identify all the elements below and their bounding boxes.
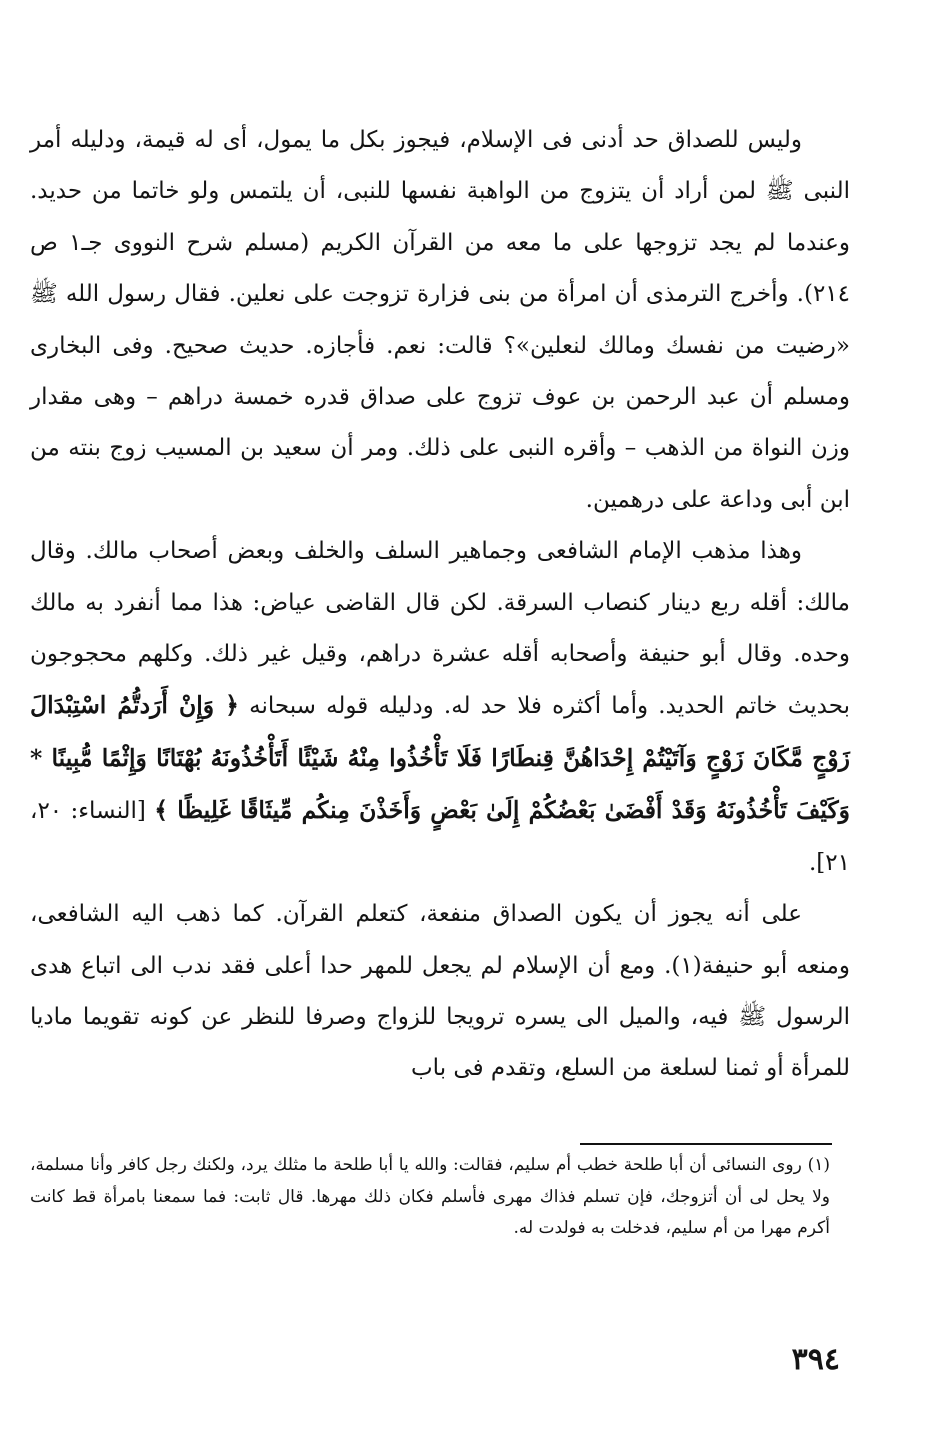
paragraph-2-text: وهذا مذهب الإمام الشافعى وجماهير السلف والخلف وبعض أصحاب مالك. وقال مالك: أقله ربع دينار كنصاب السرقة. لكن قال القاضى عياض: هذا مما أنفرد به مالك وحده. وقال أبو حنيفة وأصحابه أقله عشرة دراهم، وقيل غير ذلك. وكلهم محجوجون بحديث خاتم الحديد. وأما أكثره فلا حد له. ودليله قوله سبحانه — [30, 538, 851, 720]
verse-reference: [النساء: ٢٠، ٢١]. — [30, 798, 850, 876]
footnote: (١) روى النسائى أن أبا طلحة خطب أم سليم، فقالت: والله يا أبا طلحة ما مثلك يرد، ولكنك رجل كافر وأنا مسلمة، ولا يحل لى أن أتزوجك، فإن تسلم فذاك مهرى فأسلم فكان ذلك مهرها. قال ثابت: فما سمعنا بامرأة قط كانت أكرم مهرا من أم سليم، فدخلت به فولدت له. — [30, 1155, 830, 1238]
paragraph-3: على أنه يجوز أن يكون الصداق منفعة، كتعلم القرآن. كما ذهب اليه الشافعى، ومنعه أبو حنيفة(١). ومع أن الإسلام لم يجعل للمهر حدا أعلى فقد ندب الى اتباع هدى الرسول ﷺ فيه، والميل الى يسره ترويجا للزواج وصرفا للنظر عن كونه تقويما ماديا للمرأة أو ثمنا لسلعة من السلع، وتقدم فى باب — [30, 901, 850, 1082]
paragraph-1: وليس للصداق حد أدنى فى الإسلام، فيجوز بكل ما يمول، أى له قيمة، ودليله أمر النبى ﷺ لمن أراد أن يتزوج من الواهبة نفسها للنبى، أن يلتمس ولو خاتما من حديد. وعندما لم يجد تزوجها على ما معه من القرآن الكريم (مسلم شرح النووى جـ١ ص ٢١٤). وأخرج الترمذى أن امرأة من بنى فزارة تزوجت على نعلين. فقال رسول الله ﷺ «رضيت من نفسك ومالك لنعلين»؟ قالت: نعم. فأجازه. حديث صحيح. وفى البخارى ومسلم أن عبد الرحمن بن عوف تزوج على صداق قدره خمسة دراهم – وهى مقدار وزن النواة من الذهب – وأقره النبى على ذلك. ومر أن سعيد بن المسيب زوج بنته من ابن أبى وداعة على درهمين. — [30, 127, 850, 513]
page-number: ٣٩٤ — [791, 1342, 840, 1377]
quran-verse: ﴿ وَإِنْ أَرَدتُّمُ اسْتِبْدَالَ زَوْجٍ مَّكَانَ زَوْجٍ وَآتَيْتُمْ إِحْدَاهُنَّ قِنطَارًا فَلَا تَأْخُذُوا مِنْهُ شَيْئًا أَتَأْخُذُونَهُ بُهْتَانًا وَإِثْمًا مُّبِينًا * وَكَيْفَ تَأْخُذُونَهُ وَقَدْ أَفْضَىٰ بَعْضُكُمْ إِلَىٰ بَعْضٍ وَأَخَذْنَ مِنكُم مِّيثَاقًا غَلِيظًا ﴾ — [30, 691, 851, 825]
main-text — [30, 115, 850, 1095]
paragraph-2 — [30, 526, 850, 889]
footnote-separator — [580, 1143, 832, 1145]
